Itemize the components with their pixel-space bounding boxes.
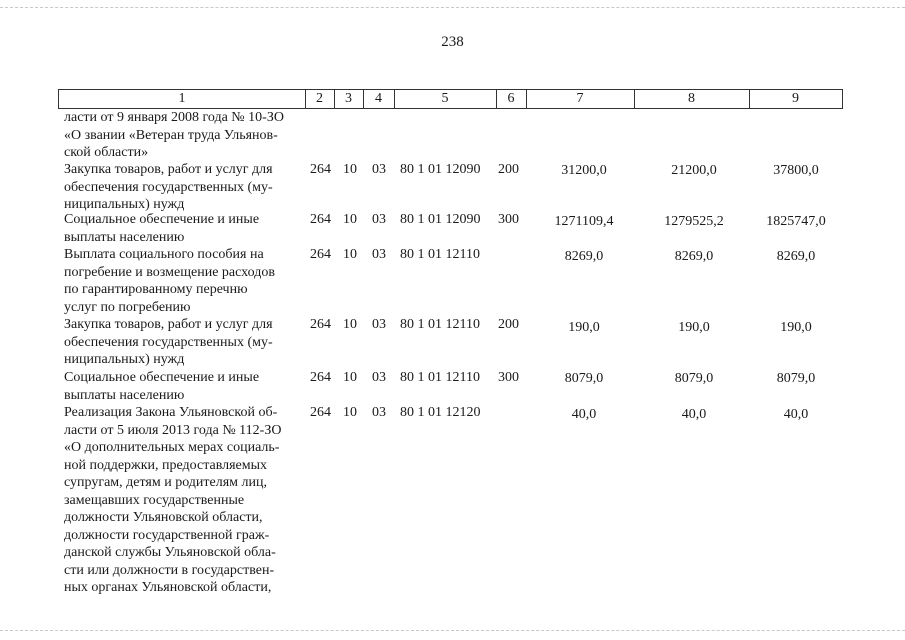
description-line: Выплата социального пособия на — [64, 247, 264, 262]
cell-amount-col9: 8079,0 — [776, 371, 816, 386]
cell-amount-col9: 190,0 — [780, 320, 812, 335]
description-line: погребение и возмещение расходов — [64, 264, 275, 280]
cell-amount-col8: 40,0 — [681, 407, 707, 422]
cell-amount-col7: 40,0 — [571, 407, 597, 422]
cell-target-code: 80 1 01 12090 — [400, 162, 481, 177]
description-line: «О звании «Ветеран труда Ульянов- — [64, 127, 278, 143]
cell-subsection: 03 — [372, 405, 386, 420]
description-line: Закупка товаров, работ и услуг для — [64, 162, 273, 177]
description-line: обеспечения государственных (му- — [64, 179, 273, 195]
cell-subsection: 03 — [372, 162, 386, 177]
cell-expense-type: 300 — [498, 212, 519, 227]
cell-amount-col9: 8269,0 — [776, 249, 816, 264]
cell-target-code: 80 1 01 12120 — [400, 405, 481, 420]
description-line: Социальное обеспечение и иные — [64, 212, 260, 227]
cell-expense-type: 300 — [498, 370, 519, 385]
cell-target-code: 80 1 01 12090 — [400, 212, 481, 227]
description-line: должности Ульяновской области, — [64, 510, 263, 525]
cell-subsection: 03 — [372, 212, 386, 227]
header-col-8: 8 — [688, 91, 695, 106]
cell-amount-col8: 190,0 — [678, 320, 710, 335]
cell-subsection: 03 — [372, 247, 386, 262]
description-line: по гарантированному перечню — [64, 282, 248, 297]
description-line: ской области» — [64, 145, 149, 160]
cell-grbs: 264 — [310, 370, 331, 385]
header-col-4: 4 — [375, 91, 382, 106]
description-line: Социальное обеспечение и иные — [64, 370, 260, 385]
cell-grbs: 264 — [310, 212, 331, 227]
cell-amount-col7: 8269,0 — [564, 249, 604, 264]
cell-target-code: 80 1 01 12110 — [400, 370, 480, 385]
cell-subsection: 03 — [372, 317, 386, 332]
cell-grbs: 264 — [310, 247, 331, 262]
page-number: 238 — [441, 34, 464, 50]
cell-amount-col7: 8079,0 — [564, 371, 604, 386]
description-line: ласти от 9 января 2008 года № 10-ЗО — [64, 110, 284, 125]
cell-amount-col8: 8269,0 — [674, 249, 714, 264]
cell-section: 10 — [343, 317, 357, 332]
header-col-5: 5 — [441, 91, 449, 106]
description-line: ниципальных) нужд — [64, 197, 185, 212]
header-col-6: 6 — [507, 91, 515, 106]
table-header-row — [58, 89, 843, 109]
table-row-description — [64, 211, 298, 246]
scan-edge-bottom — [0, 630, 905, 631]
description-line: замещавших государственные — [64, 492, 245, 508]
cell-section: 10 — [343, 212, 357, 227]
description-line: Реализация Закона Ульяновской об- — [64, 405, 278, 420]
description-line: ниципальных) нужд — [64, 352, 185, 367]
table-row-description — [64, 109, 298, 162]
cell-section: 10 — [343, 162, 357, 177]
cell-amount-col9: 40,0 — [783, 407, 809, 422]
cell-target-code: 80 1 01 12110 — [400, 317, 480, 332]
table-row-description — [64, 316, 298, 369]
description-line: выплаты населению — [64, 229, 185, 245]
description-line: данской службы Ульяновской обла- — [64, 545, 276, 560]
description-line: супругам, детям и родителям лиц, — [64, 475, 268, 490]
table-row-description — [64, 161, 298, 214]
description-line: услуг по погребению — [64, 299, 191, 315]
cell-subsection: 03 — [372, 370, 386, 385]
table-row-description — [64, 246, 298, 316]
description-line: «О дополнительных мерах социаль- — [64, 440, 280, 455]
cell-target-code: 80 1 01 12110 — [400, 247, 480, 262]
cell-grbs: 264 — [310, 405, 331, 420]
cell-section: 10 — [343, 405, 357, 420]
cell-grbs: 264 — [310, 317, 331, 332]
header-col-2: 2 — [316, 91, 323, 106]
header-col-1: 1 — [178, 91, 186, 106]
description-line: ной поддержки, предоставляемых — [64, 457, 268, 473]
cell-expense-type: 200 — [498, 317, 519, 332]
cell-amount-col7: 1271109,4 — [554, 214, 614, 229]
cell-amount-col7: 190,0 — [568, 320, 600, 335]
description-line: ных органах Ульяновской области, — [64, 580, 272, 595]
table-row-description — [64, 404, 298, 597]
scan-edge-top — [0, 7, 905, 8]
cell-amount-col9: 37800,0 — [773, 163, 819, 178]
cell-amount-col9: 1825747,0 — [766, 214, 826, 229]
cell-amount-col7: 31200,0 — [561, 163, 607, 178]
cell-expense-type: 200 — [498, 162, 519, 177]
header-col-3: 3 — [345, 91, 352, 106]
table-row-description — [64, 369, 298, 404]
cell-amount-col8: 1279525,2 — [664, 214, 724, 229]
cell-amount-col8: 8079,0 — [674, 371, 714, 386]
cell-grbs: 264 — [310, 162, 331, 177]
description-line: выплаты населению — [64, 387, 185, 403]
header-col-7: 7 — [576, 91, 584, 106]
cell-section: 10 — [343, 247, 357, 262]
cell-amount-col8: 21200,0 — [671, 163, 717, 178]
cell-section: 10 — [343, 370, 357, 385]
description-line: сти или должности в государствен- — [64, 562, 275, 578]
description-line: ласти от 5 июля 2013 года № 112-ЗО — [64, 422, 282, 438]
header-col-9: 9 — [792, 91, 799, 106]
description-line: Закупка товаров, работ и услуг для — [64, 317, 273, 332]
description-line: должности государственной граж- — [64, 527, 270, 543]
description-line: обеспечения государственных (му- — [64, 334, 273, 350]
